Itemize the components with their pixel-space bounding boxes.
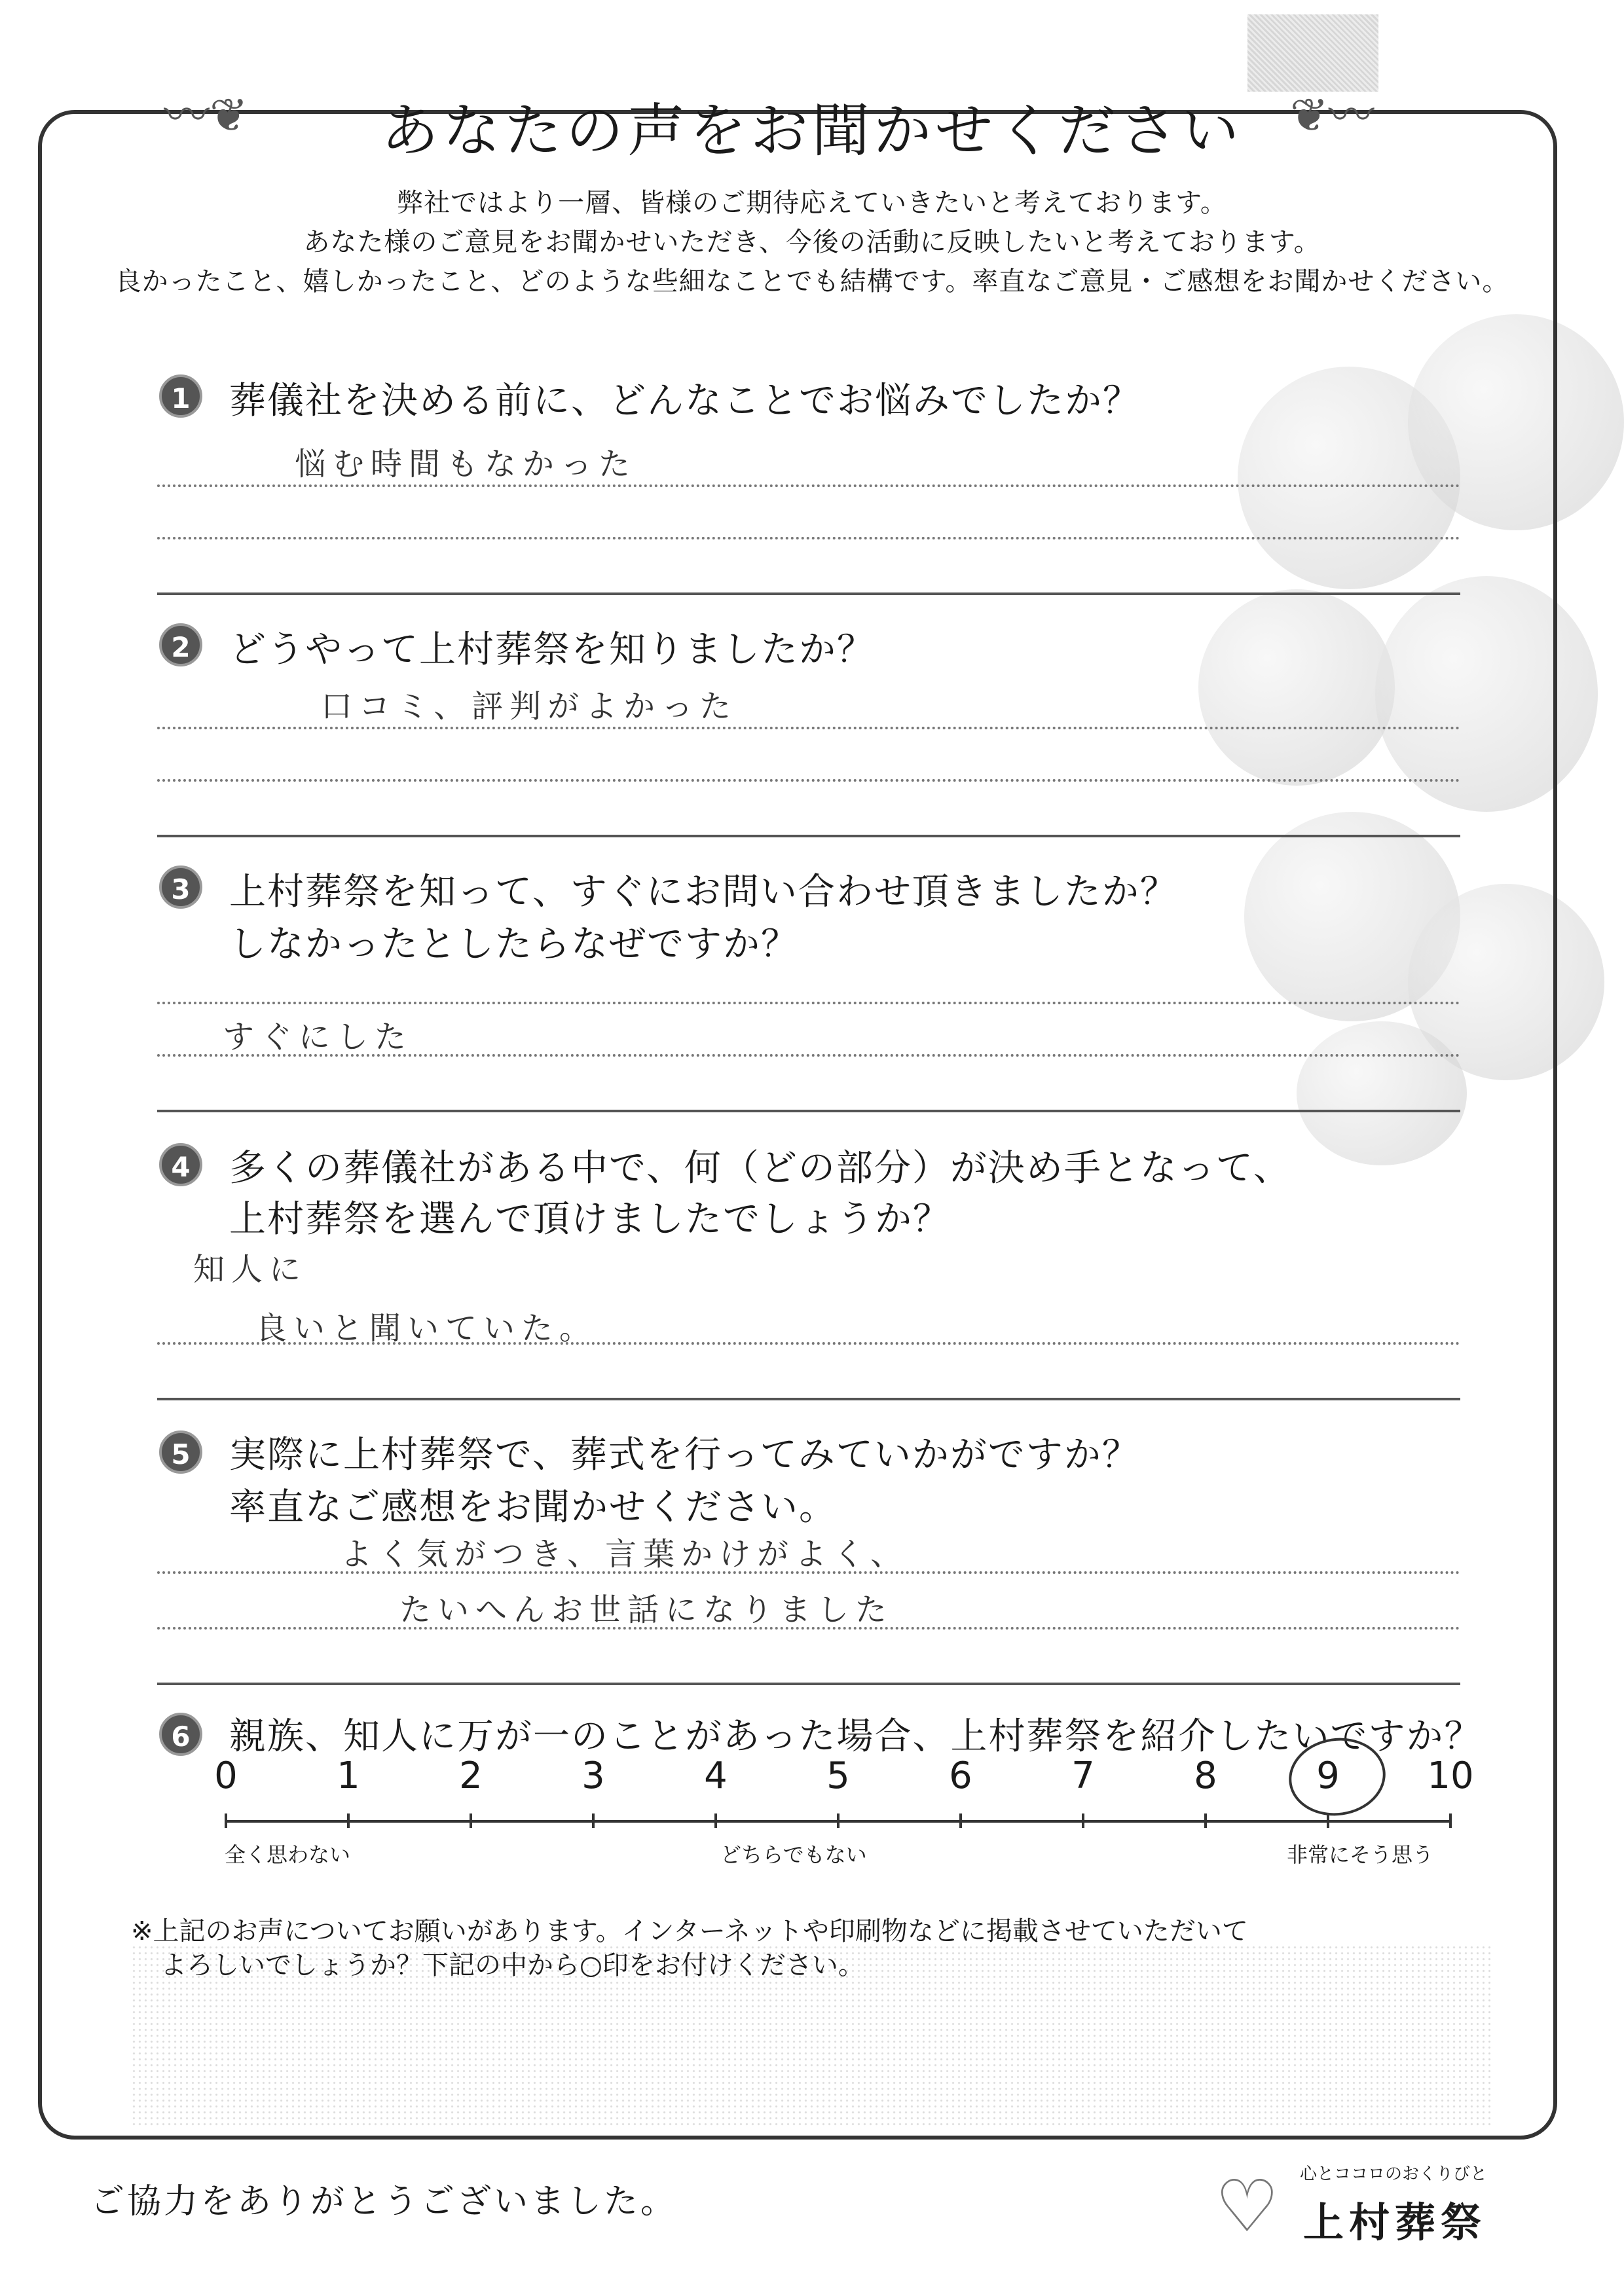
answer-line — [157, 1342, 1460, 1345]
answer-3-line-1: すぐにした — [223, 1019, 413, 1055]
scale-label-left: 全く思わない — [225, 1842, 351, 1867]
question-2-text: どうやって上村葬祭を知りましたか？ — [229, 629, 875, 671]
scale-number-0[interactable]: 0 — [214, 1755, 238, 1797]
question-5-text-line-2: 率直なご感想をお聞かせください。 — [229, 1486, 837, 1529]
question-number-5: 5 — [159, 1430, 202, 1474]
swirl-ornament-right: ❦〰 — [1290, 88, 1375, 142]
publication-note-line-1: ※上記のお声についてお願いがあります。インターネットや印刷物などに掲載させていただいて — [131, 1916, 1248, 1946]
scale-number-2[interactable]: 2 — [459, 1755, 483, 1797]
section-divider — [157, 1683, 1460, 1685]
scale-number-1[interactable]: 1 — [337, 1755, 360, 1797]
section-divider — [157, 592, 1460, 595]
scale-tick — [1449, 1813, 1452, 1828]
answer-2-line-1: 口コミ、評判がよかった — [321, 688, 738, 725]
scale-number-9[interactable]: 9 — [1316, 1755, 1340, 1797]
scale-tick — [959, 1813, 962, 1828]
question-3-text-line-2: しなかったとしたらなぜですか？ — [229, 923, 799, 966]
answer-line — [157, 537, 1460, 539]
answer-line — [157, 1627, 1460, 1630]
brand-name: 上村葬祭 — [1303, 2198, 1487, 2246]
intro-line: 良かったこと、嬉しかったこと、どのような些細なことでも結構です。率直なご意見・ご感想をお聞かせください。 — [115, 266, 1509, 297]
scale-tick — [837, 1813, 840, 1828]
answer-5-line-1: よく気がつき、言葉かけがよく、 — [341, 1536, 909, 1573]
scale-tick — [347, 1813, 350, 1828]
question-number-6: 6 — [159, 1713, 202, 1756]
answer-line — [157, 1571, 1460, 1574]
section-divider — [157, 835, 1460, 837]
thanks-message: ご協力をありがとうございました。 — [90, 2182, 678, 2221]
answer-line — [157, 484, 1460, 487]
answer-line — [157, 779, 1460, 782]
scale-tick — [225, 1813, 227, 1828]
scale-tick — [592, 1813, 595, 1828]
question-4-text-line-2: 上村葬祭を選んで頂けましたでしょうか？ — [229, 1198, 951, 1241]
scale-tick — [1327, 1813, 1329, 1828]
swirl-ornament-left: 〰❦ — [164, 88, 248, 142]
scale-label-middle: どちらでもない — [720, 1842, 867, 1867]
publication-note-line-2: よろしいでしょうか？下記の中から○印をお付けください。 — [160, 1950, 864, 1980]
scale-tick — [1204, 1813, 1207, 1828]
scale-number-6[interactable]: 6 — [949, 1755, 972, 1797]
scale-label-right: 非常にそう思う — [1287, 1842, 1434, 1867]
answer-4-line-2: 良いと聞いていた。 — [255, 1310, 598, 1347]
scale-number-4[interactable]: 4 — [704, 1755, 728, 1797]
section-divider — [157, 1398, 1460, 1400]
section-divider — [157, 1110, 1460, 1112]
answer-line — [157, 727, 1460, 729]
brand-tagline: 心とココロのおくりびと — [1300, 2164, 1488, 2184]
answer-line — [157, 1054, 1460, 1057]
answer-line — [157, 1002, 1460, 1004]
scale-tick — [1082, 1813, 1084, 1828]
page-title: あなたの声をお聞かせください — [380, 97, 1243, 164]
scale-tick — [470, 1813, 472, 1828]
question-number-3: 3 — [159, 866, 202, 909]
scale-tick — [714, 1813, 717, 1828]
question-6-text: 親族、知人に万が一のことがあった場合、上村葬祭を紹介したいですか？ — [229, 1715, 1483, 1758]
answer-1-line-1: 悩む時間もなかった — [295, 446, 637, 483]
question-number-1: 1 — [159, 374, 202, 418]
scale-number-3[interactable]: 3 — [581, 1755, 605, 1797]
answer-4-line-1: 知人に — [193, 1251, 308, 1288]
answer-5-line-2: たいへんお世話になりました — [399, 1592, 894, 1628]
intro-line: あなた様のご意見をお聞かせいただき、今後の活動に反映したいと考えております。 — [303, 227, 1321, 257]
scale-number-10[interactable]: 10 — [1427, 1755, 1474, 1797]
scale-number-8[interactable]: 8 — [1194, 1755, 1217, 1797]
intro-line: 弊社ではより一層、皆様のご期待応えていきたいと考えております。 — [397, 188, 1227, 218]
question-4-text-line-1: 多くの葬儀社がある中で、何（どの部分）が決め手となって、 — [229, 1147, 1291, 1190]
question-number-4: 4 — [159, 1143, 202, 1186]
question-1-text: 葬儀社を決める前に、どんなことでお悩みでしたか？ — [229, 380, 1141, 422]
question-3-text-line-1: 上村葬祭を知って、すぐにお問い合わせ頂きましたか？ — [229, 871, 1178, 913]
scale-number-7[interactable]: 7 — [1071, 1755, 1095, 1797]
question-number-2: 2 — [159, 623, 202, 666]
heart-logo-icon: ♡ — [1215, 2164, 1280, 2248]
scale-number-5[interactable]: 5 — [826, 1755, 850, 1797]
question-5-text-line-1: 実際に上村葬祭で、葬式を行ってみていかがですか？ — [229, 1434, 1140, 1476]
